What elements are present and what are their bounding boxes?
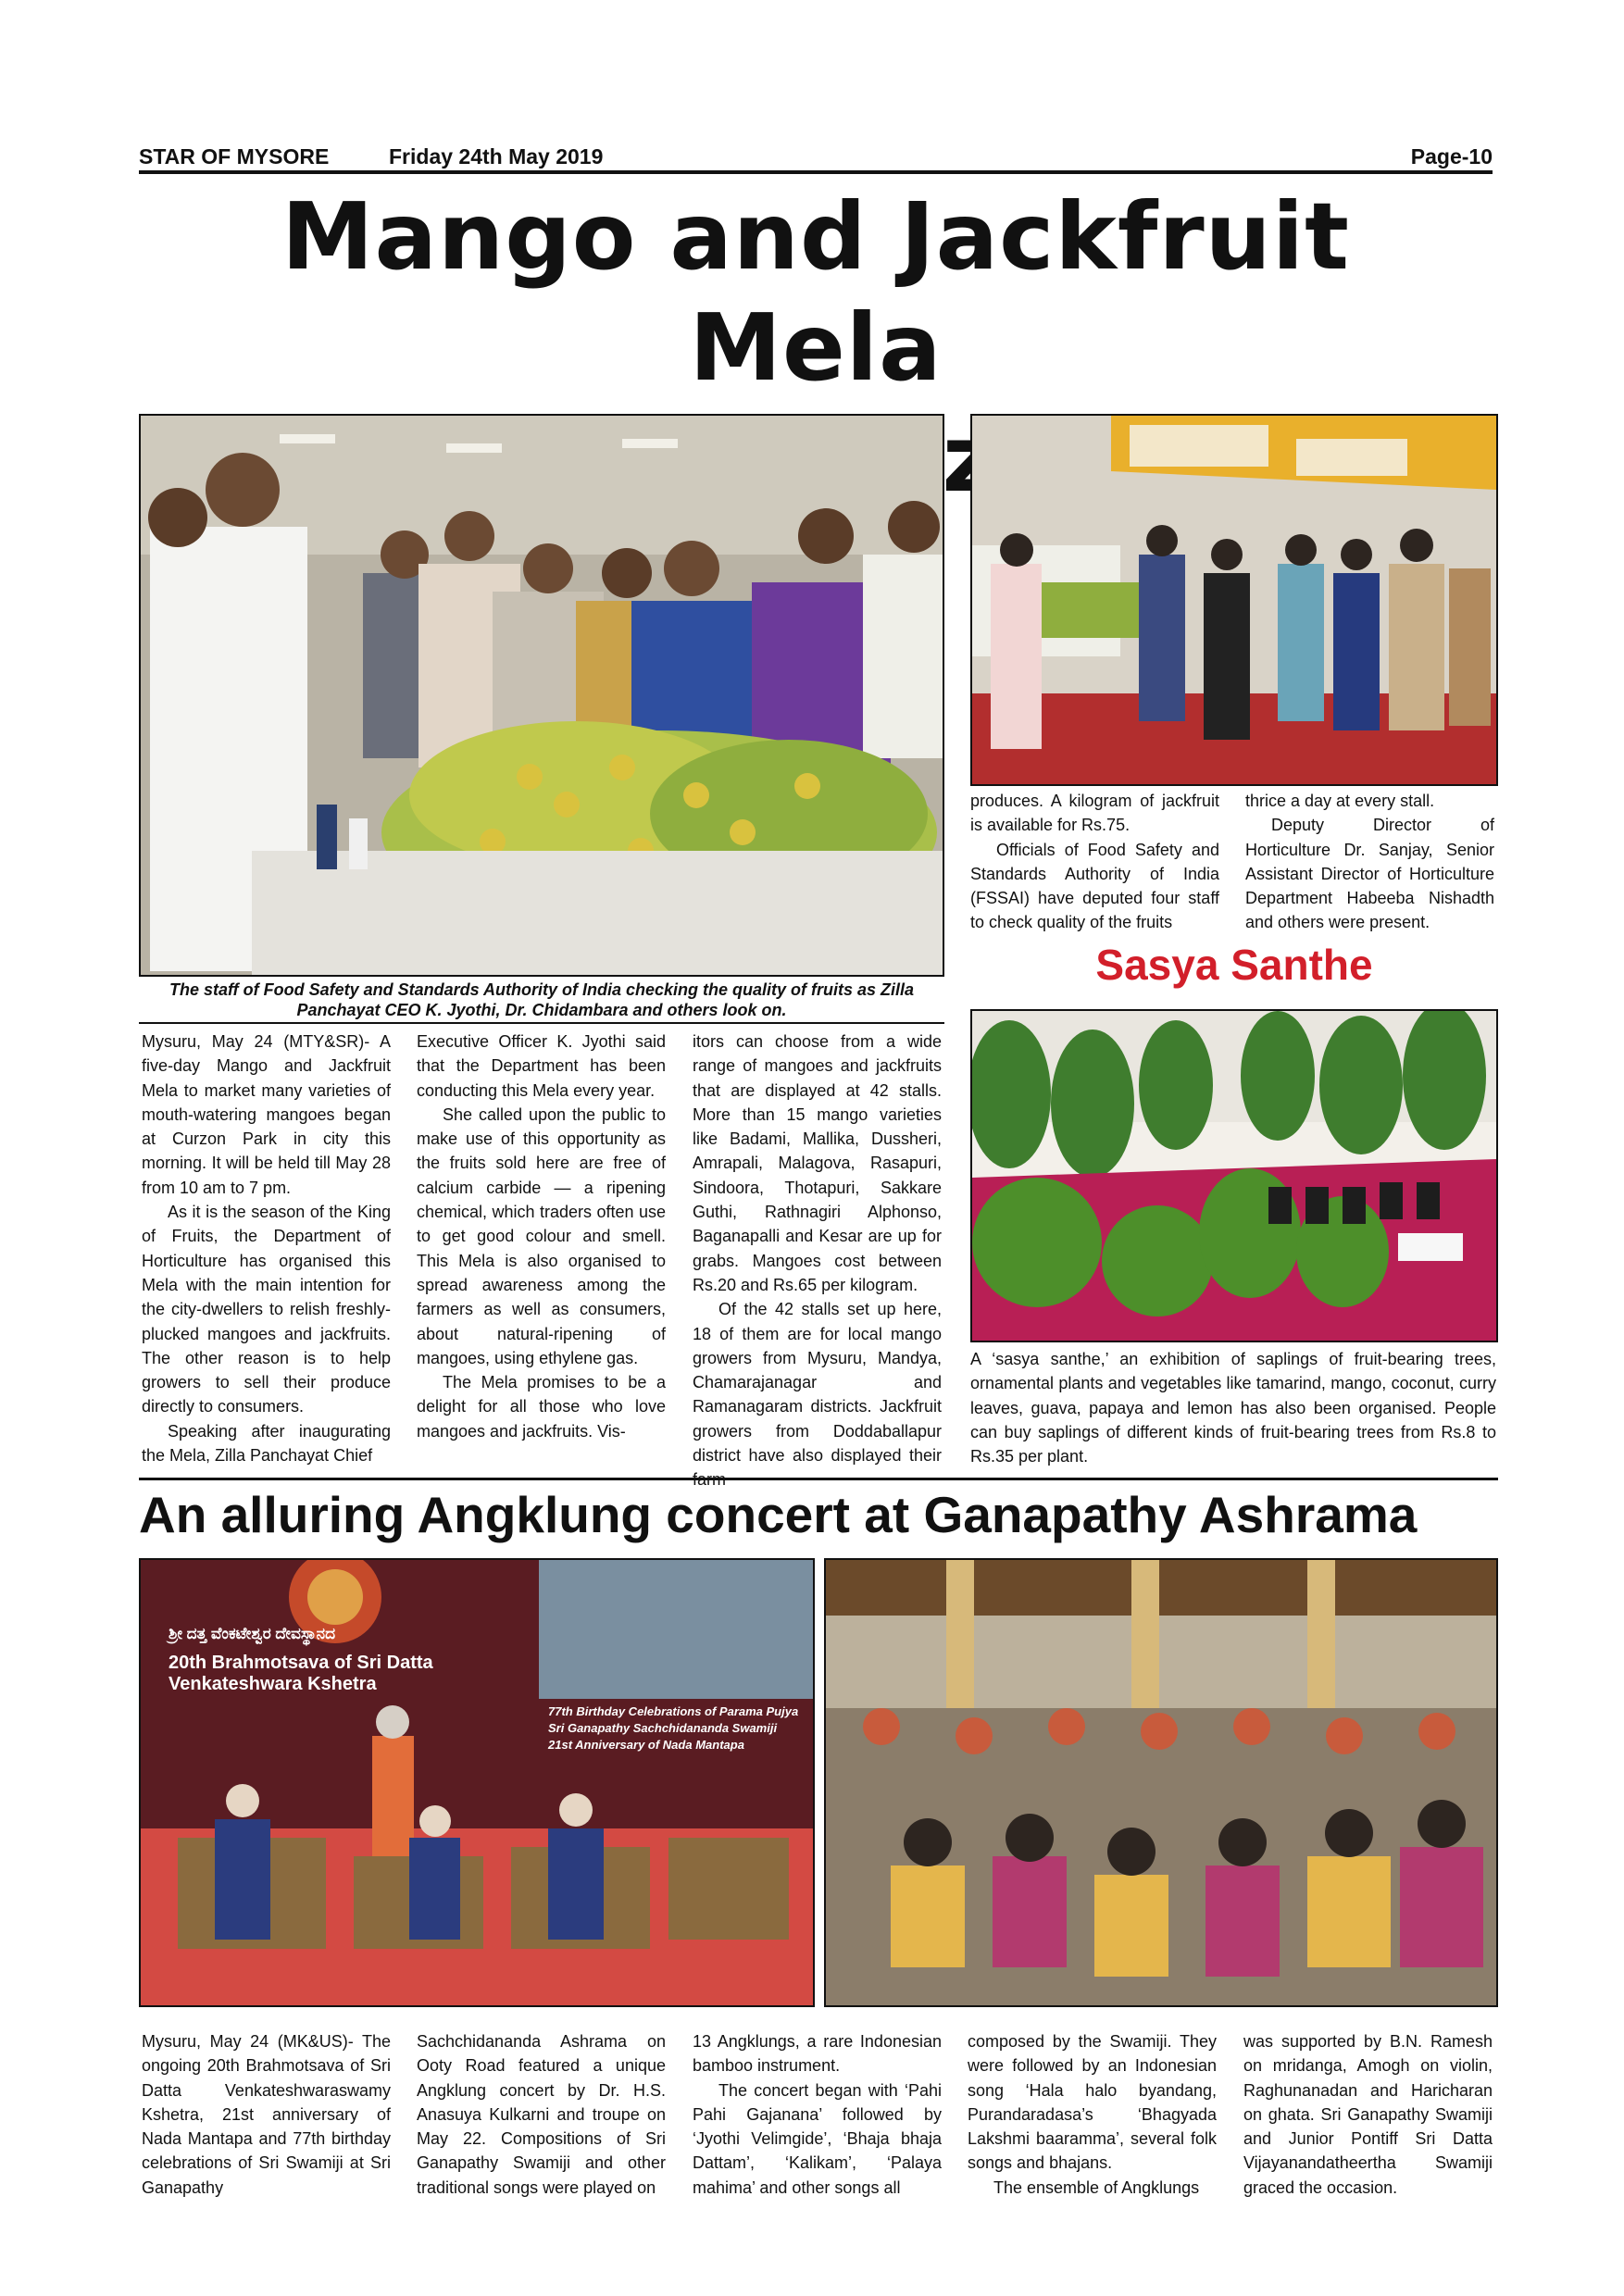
caption-rule — [139, 1022, 944, 1024]
screen-text — [548, 1703, 807, 1753]
paragraph: produces. A kilogram of jackfruit is available for Rs.75. — [970, 792, 1219, 835]
story2-column-1 — [142, 2029, 391, 2200]
angklung-headline: An alluring Angklung concert at Ganapathy Ashrama — [139, 1486, 1418, 1543]
stalls-photo — [970, 414, 1498, 786]
paragraph: Of the 42 stalls set up here, 18 of them are for local mango growers from Mysuru, Mandya, Chamarajanagar and Ramanagaram districts. Jackfruit growers from Doddaballapur district have also displayed their — [693, 1300, 942, 1466]
paragraph: The Mela promises to be a delight for all those who love mangoes and jackfruits. Vis- — [417, 1373, 666, 1441]
sasya-santhe-caption — [970, 1347, 1496, 1468]
saplings-photo — [970, 1009, 1498, 1342]
screen-line: 77th Birthday Celebrations of Parama Pujya — [548, 1704, 799, 1718]
screen-line: Sri Ganapathy Sachchidananda Swamiji — [548, 1721, 778, 1735]
paragraph: Officials of Food Safety and Standards Authority of India (FSSAI) have deputed four staff to check quality of the fruits — [970, 840, 1219, 932]
paragraph: She called upon the public to make use of this opportunity as the fruits sold here are free of calcium carbide — a ripening chemical, which traders often use to get good colour and smell. This Mela is also organised to spread awareness among the farmers as well as consumers, about natural-ripening of mangoes, using ethylene gas. — [417, 1104, 666, 1367]
masthead-rule — [139, 170, 1493, 174]
paragraph: 13 Angklungs, a rare Indonesian bamboo instrument. — [693, 2032, 942, 2076]
paragraph: Deputy Director of Horticulture Dr. Sanjay, Senior Assistant Director of Horticulture Department Habeeba Nishadth and others were present. — [1245, 816, 1494, 932]
paragraph: A ‘sasya santhe,’ an exhibition of saplings of fruit-bearing trees, ornamental plants and vegetables like tamarind, mango, coconut, curry leaves, guava, papaya and lemon has also been organised. People can buy saplings of different kinds of fruit-bearing trees from Rs.8 to Rs.35 per plant. — [970, 1350, 1496, 1466]
paragraph: Executive Officer K. Jyothi said that the Department has been conducting this Mela every year. — [417, 1032, 666, 1100]
concert-stage-photo — [139, 1558, 815, 2007]
paragraph: was supported by B.N. Ramesh on mridanga, Amogh on violin, Raghunanadan and Haricharan on ghata. Sri Ganapathy Swamiji and Junior Pontiff Sri Datta Vijayanandatheertha Swamiji graced the occasion. — [1243, 2032, 1493, 2197]
paragraph: composed by the Swamiji. They were followed by an Indonesian song ‘Hala halo byandang, Purandaradasa’s ‘Bhagyada Lakshmi baaramma’, several folk songs and bhajans. — [968, 2032, 1217, 2173]
audience-photo — [824, 1558, 1498, 2007]
issue-date: Friday 24th May 2019 — [389, 144, 604, 168]
screen-line: 21st Anniversary of Nada Mantapa — [548, 1738, 744, 1752]
story1-column-3 — [693, 1029, 942, 1492]
story1-column-2 — [417, 1029, 666, 1443]
story1-column-1 — [142, 1029, 391, 1467]
stage-banner-kannada: ಶ್ರೀ ದತ್ತ ವೆಂಕಟೇಶ್ವರ ದೇವಸ್ಥಾನದ — [169, 1625, 336, 1642]
paragraph: As it is the season of the King of Fruits, the Department of Horticulture has organised this Mela with the main intention for the city-dwellers to relish freshly-plucked mangoes and jackfruits. The other reason is to help growers to sell their produce directly to consumers. — [142, 1203, 391, 1416]
story1-column-5 — [1245, 789, 1494, 935]
sasya-santhe-heading: Sasya Santhe — [1095, 941, 1373, 989]
paragraph: Speaking after inaugurating the Mela, Zilla Panchayat Chief — [142, 1421, 391, 1466]
stage-banner-english: 20th Brahmotsava of Sri Datta Venkateshwara Kshetra — [169, 1653, 433, 1694]
masthead — [139, 139, 1493, 174]
paragraph: The ensemble of Angklungs — [993, 2177, 1200, 2197]
mango-inspection-photo — [139, 414, 944, 977]
paper-name: STAR OF MYSORE — [139, 144, 330, 168]
paragraph: thrice a day at every stall. — [1245, 792, 1435, 810]
mango-photo-caption: The staff of Food Safety and Standards Authority of India checking the quality of fruits as Zilla Panchayat CEO K. Jyothi, Dr. Chidambara and others look on. — [169, 980, 915, 1019]
paragraph: Sachchidananda Ashrama on Ooty Road featured a unique Angklung concert by Dr. H.S. Anasuya Kulkarni and troupe on May 22. Compositions of Sri Ganapathy Swamiji and other traditional songs were played on — [417, 2032, 666, 2197]
story2-column-3 — [693, 2029, 942, 2200]
paragraph: Mysuru, May 24 (MTY&SR)- A five-day Mango and Jackfruit Mela to market many varieties of mouth-watering mangoes began at Curzon Park in city this morning. It will be held till May 28 from 10 am to 7 pm. — [142, 1032, 391, 1197]
headline-line-1: Mango and Jackfruit Mela — [281, 182, 1350, 402]
page-number: Page-10 — [1410, 144, 1493, 168]
story2-column-4 — [968, 2029, 1217, 2200]
story1-column-4 — [970, 789, 1219, 935]
paragraph: The concert began with ‘Pahi Pahi Gajanana’ followed by ‘Jyothi Velimgide’, ‘Bhaja bhaja Dattam’, ‘Kalikam’, ‘Palaya mahima’ and other songs all — [693, 2080, 942, 2197]
paragraph: itors can choose from a wide range of mangoes and jackfruits that are displayed at 42 stalls. More than 15 mango varieties like Badami, Mallika, Dussheri, Amrapali, Malagova, Rasapuri, Sindoora, Thotapuri, Sakkare Guthi, Rathnagiri Alphonso, Baganapalli and Kesar are up for grabs. Mangoes cost between Rs.20 and Rs.65 per kilogram. — [693, 1032, 942, 1294]
story2-column-5 — [1243, 2029, 1493, 2200]
paragraph: Mysuru, May 24 (MK&US)- The ongoing 20th Brahmotsava of Sri Datta Venkateshwaraswamy Kshetra, 21st anniversary of Nada Mantapa and 77th birthday celebrations of Sri Swamiji at Sri Ganapathy — [142, 2032, 391, 2197]
story2-column-2 — [417, 2029, 666, 2200]
section-divider — [139, 1478, 1498, 1480]
